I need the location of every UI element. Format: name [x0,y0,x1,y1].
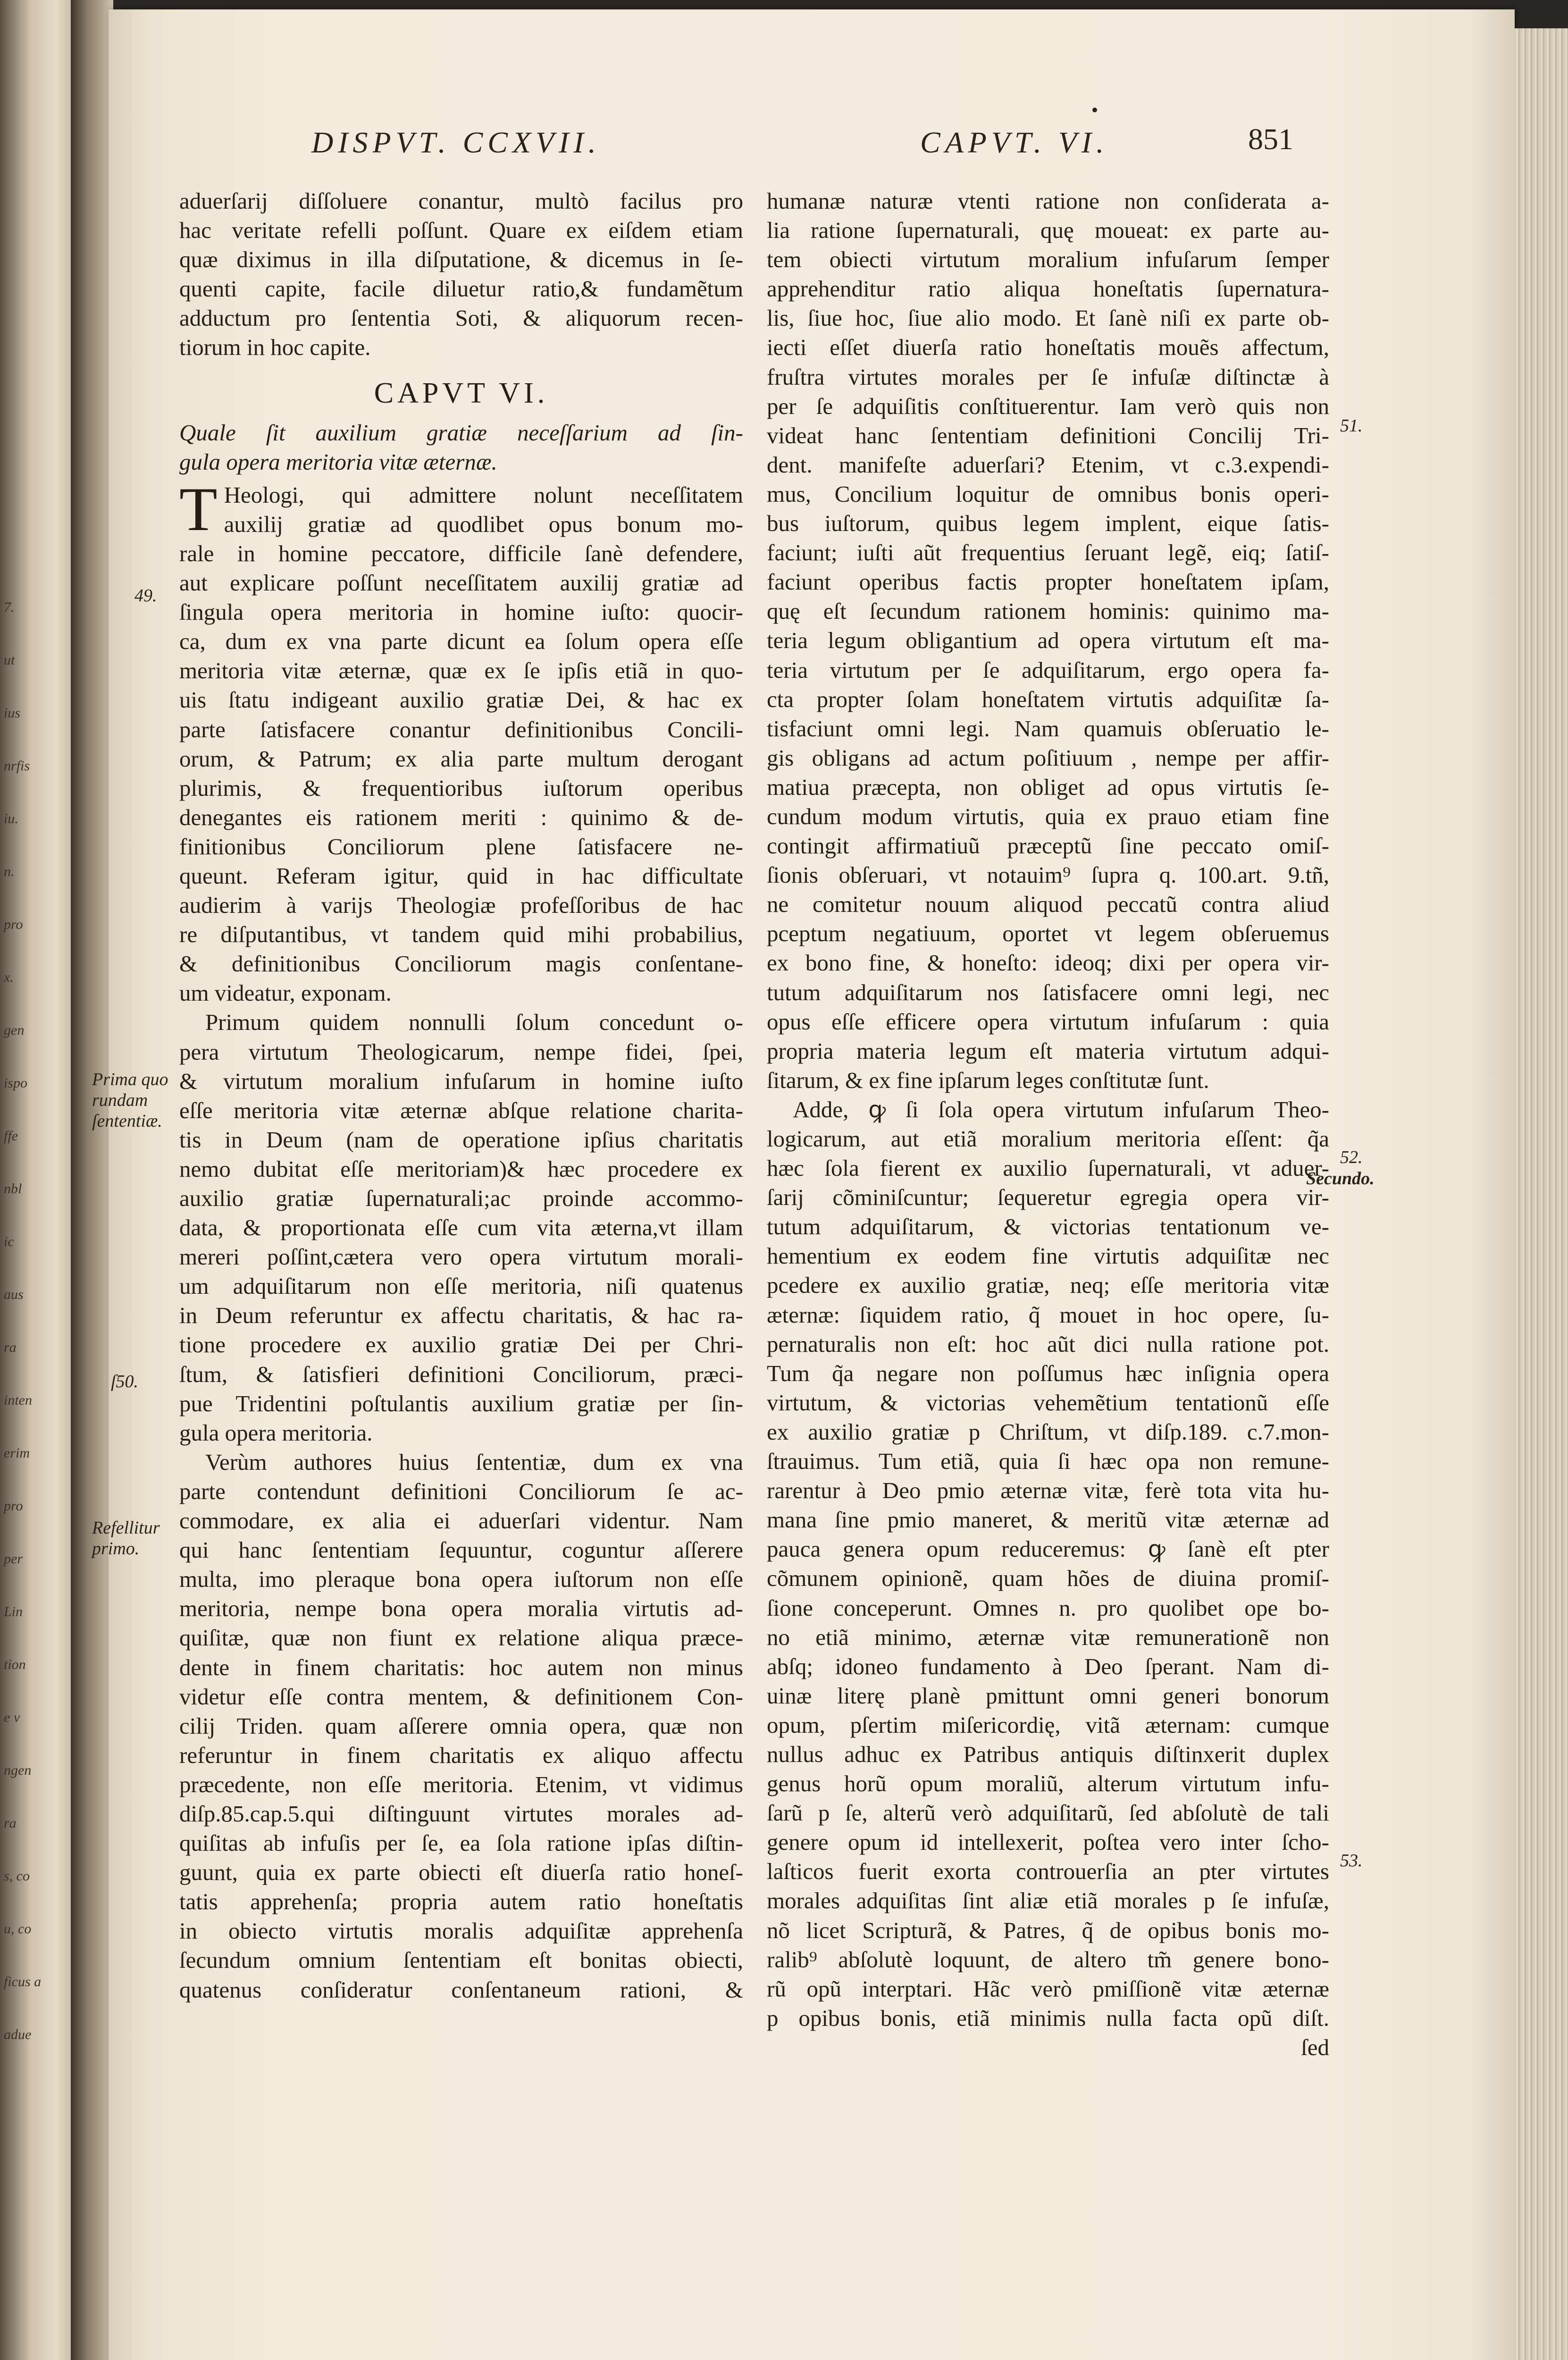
chapter-subtitle [179,418,743,477]
margin-note-prima [92,1069,168,1131]
text-line: ne comitetur nouum aliquod peccatũ contra aliud [767,891,1329,918]
margin-number-53: 53. [1340,1851,1363,1871]
text-line: quatenus conſideratur conſentaneum rationi, & [179,1976,743,2003]
text-line: ſtum, & ſatisfieri definitioni Conciliorum, præci- [179,1361,743,1387]
text-line: aut explicare poſſunt neceſſitatem auxilij gratiæ ad [179,570,743,596]
text-line: hementium ex eodem fine virtutis adquiſitæ nec [767,1243,1329,1269]
text-line: ſionis obſeruari, vt notauim⁹ ſupra q. 100.art. 9.tñ, [767,862,1329,888]
text-line: commodare, ex alia ei aduerſari videntur. Nam [179,1508,743,1534]
text-line: logicarum, aut etiã moralium meritoria eſſent: q̃a [767,1126,1329,1152]
text-line: gula opera meritoria. [179,1419,373,1446]
text-line: finitionibus Conciliorum plene ſatisfacere ne- [179,833,743,860]
facing-page-fragment: ic [4,1234,14,1249]
text-line: cilij Triden. quam aſſerere omnia opera, quæ non [179,1712,743,1739]
facing-page-fragment: e v [4,1710,20,1725]
text-line: iecti eſſet diuerſa ratio honeſtatis mouẽs affectum, [767,334,1329,361]
text-line: data, & proportionata eſſe cum vita æterna,vt illam [179,1214,743,1241]
text-line: & virtutum moralium infuſarum in homine iuſto [179,1068,743,1094]
text-line: multa, imo pleraque bona opera iuſtorum non eſſe [179,1566,743,1593]
margin-note-secundo: Secundo. [1306,1169,1375,1188]
text-line: dente in finem charitatis: hoc autem non minus [179,1654,743,1680]
facing-page-fragment: nbl [4,1181,22,1197]
text-line: morales adquiſitas ſint aliæ etiã morales p ſe infuſæ, [767,1888,1329,1914]
margin-note-refellitur [92,1517,160,1559]
text-line: re diſputantibus, vt tandem quid mihi probabilius, [179,921,743,948]
text-line: præcedente, non eſſe meritoria. Etenim, vt vidimus [179,1771,743,1797]
text-line: bus iuſtorum, quibus legem implent, eique ſatis- [767,510,1329,537]
drop-cap: T [179,474,218,544]
text-line: aduerſarij diſſoluere conantur, multò facilus pro [179,188,743,214]
text-line: Verùm authores huius ſententiæ, dum ex vna [205,1449,743,1475]
text-line: parte ſatisfacere conantur definitionibus Concili- [179,716,743,742]
text-line: meritoria vitæ æternæ, quæ ex ſe ipſis etiã in quo- [179,657,743,684]
text-line: fruſtra virtutes morales per ſe infuſæ diſtinctæ à [767,363,1329,390]
facing-page-edge [0,0,80,2360]
facing-page-fragment: 7. [4,599,15,615]
text-line: rarentur à Deo pmio æternæ vitæ, ferè tota vita hu- [767,1477,1329,1504]
text-line: ralib⁹ abſolutè loquunt, de altero tm̃ genere bono- [767,1946,1329,1972]
text-line: contingit affirmatiuũ præceptũ ſine peccato omiſ- [767,833,1329,859]
text-line: dent. manifeſte aduerſari? Etenim, vt c.3.expendi- [767,451,1329,478]
text-line: audierim à varijs Theologiæ profeſſoribus de hac [179,892,743,919]
facing-page-fragment: nrfis [4,758,30,774]
text-line: hac veritate refelli poſſunt. Quare ex eiſdem etiam [179,217,743,244]
text-line: uis ſtatu indigeant auxilio gratiæ Dei, & hac ex [179,687,743,713]
text-line: referuntur in finem charitatis ex aliquo affectu [179,1742,743,1768]
text-line: no etiã minimo, æternæ vitæ remunerationẽ non [767,1624,1329,1650]
text-line: um videatur, exponam. [179,980,392,1006]
facing-page-fragment: s, co [4,1868,30,1884]
margin-number-52: 52. [1340,1147,1363,1167]
facing-page-fragment: n. [4,864,15,879]
facing-page-fragment: pro [4,917,23,932]
text-line: queunt. Referam igitur, quid in hac difficultate [179,862,743,889]
facing-page-fragment: u, co [4,1921,32,1937]
text-line: genus horũ opum moraliũ, alterum virtutum infu- [767,1770,1329,1797]
text-line: pceptum negatiuum, oportet vt legem obſeruemus [767,920,1329,947]
facing-page-fragment: ffe [4,1128,18,1144]
page-edges [1515,28,1568,2360]
text-line: teria legum obligantium ad opera virtutum eſt ma- [767,627,1329,654]
text-line: tione procedere ex auxilio gratiæ Dei per Chri- [179,1332,743,1358]
margin-line: ſententiæ. [92,1111,162,1131]
text-line: Adde, ꝙ ſi ſola opera virtutum infuſarum Theo- [793,1096,1329,1122]
text-line: tem obiecti virtutum moralium infuſarum ſemper [767,246,1329,273]
text-line: æternæ: ſiquidem ratio, q̃ mouet in hoc opere, ſu- [767,1301,1329,1328]
facing-page-fragment: ra [4,1815,17,1831]
text-line: guunt, quia ex parte obiecti eſt diuerſa ratio honeſ- [179,1859,743,1886]
text-line: tiorum in hoc capite. [179,334,371,361]
text-line: ca, dum ex vna parte dicunt ea ſolum opera eſſe [179,628,743,655]
text-line: qui hanc ſententiam ſequuntur, coguntur aſſerere [179,1537,743,1563]
margin-number-49: 49. [134,586,157,606]
text-line: tutum adquiſitarum, & victorias tentationum ve- [767,1214,1329,1240]
text-line: quenti capite, facile diluetur ratio,& fundamẽtum [179,276,743,302]
text-line: gula opera meritoria vitæ æternæ. [179,448,497,475]
text-line: virtutum, & victorias vehemẽtium tentationũ eſſe [767,1389,1329,1416]
facing-page-fragment: ius [4,705,21,721]
facing-page-fragment: ra [4,1340,17,1355]
text-line: ſarũ p ſe, alterũ verò adquiſitarũ, ſed abſolutè de tali [767,1800,1329,1826]
paragraph-3 [179,1448,743,2005]
margin-number-51: 51. [1340,416,1363,436]
text-line: propria materia legum eſt materia virtutum adqui- [767,1037,1329,1064]
text-line: & definitionibus Conciliorum magis conſentane- [179,951,743,977]
facing-page-fragment: ficus a [4,1974,42,1989]
text-line: in obiecto virtutis moralis adquiſitæ apprehenſa [179,1918,743,1944]
text-line: adductum pro ſententia Soti, & aliquorum recen- [179,305,743,331]
text-line: ex bono fine, & honeſto: ideoq; dixi per opera vir- [767,950,1329,976]
text-line: ſione conceperunt. Omnes n. pro quolibet ope bo- [767,1594,1329,1621]
text-line: nullus adhuc ex Patribus antiquis diſtinxerit duplex [767,1741,1329,1767]
left-column [179,186,743,2005]
text-line: parte contendunt definitioni Conciliorum ſe ac- [179,1478,743,1504]
text-line: cõmunem opinionẽ, quam hões de diuina promiſ- [767,1565,1329,1592]
facing-page-fragment: pro [4,1498,23,1514]
text-line: meritoria, nempe bona opera moralia virtutis ad- [179,1595,743,1622]
facing-page-fragment: per [4,1551,23,1567]
text-line: ſarij cõminiſcuntur; ſequeretur egregia opera vir- [767,1184,1329,1211]
margin-line: Prima quo [92,1070,168,1089]
text-line: eſſe meritoria vitæ æternæ abſque relatione charita- [179,1097,743,1123]
margin-number-50: ſ50. [111,1372,139,1391]
text-line: ex auxilio gratiæ p Chriſtum, vt diſp.189. c.7.mon- [767,1418,1329,1445]
text-line: quiſitæ, quæ non fiunt ex relatione aliqua præce- [179,1625,743,1651]
text-line: auxilij gratiæ ad quodlibet opus bonum mo- [224,511,743,537]
text-line: opum, pſertim miſericordię, vitã æternam: cumque [767,1711,1329,1738]
text-line: genere opum id intellexerit, poſtea vero inter ſcho- [767,1829,1329,1855]
text-line: p opibus bonis, etiã minimis nulla facta opũ diſt. [767,2005,1329,2031]
text-line: Primum quidem nonnulli ſolum concedunt o- [205,1009,743,1036]
text-line: faciunt; iuſti aũt frequentius ſeruant legẽ, eiq; ſatiſ- [767,539,1329,566]
facing-page-fragment: erim [4,1445,30,1461]
text-line: auxilio gratiæ ſupernaturali;ac proinde accommo- [179,1185,743,1211]
page-number: 851 [1248,122,1293,156]
text-line: denegantes eis rationem meriti : quinimo & de- [179,804,743,830]
text-line: uinæ literę planè pmittunt omni generi bonorum [767,1682,1329,1709]
text-line: faciunt operibus factis propter honeſtatem ipſam, [767,569,1329,595]
text-line: ſingula opera meritoria in homine iuſto: quocir- [179,599,743,625]
facing-page-fragment: iu. [4,811,18,826]
text-line: orum, & Patrum; ex alia parte multum derogant [179,745,743,772]
text-line: ſitarum, & ex fine ipſarum leges conſtitutæ ſunt. [767,1067,1209,1093]
text-line: mereri poſſint,cætera vero opera virtutum morali- [179,1244,743,1270]
facing-page-fragment: ngen [4,1762,32,1778]
text-line: lis, ſiue hoc, ſiue alio modo. Et ſanè niſi ex parte ob- [767,305,1329,331]
facing-page-fragment: Lin [4,1604,23,1619]
text-line: um adquiſitarum non eſſe meritoria, niſi quatenus [179,1273,743,1299]
text-line: ſtrauimus. Tum etiã, quia ſi hæc opa non remune- [767,1448,1329,1475]
text-line: mus, Concilium loquitur de omnibus bonis operi- [767,480,1329,507]
text-line: cundum modum virtutis, quia ex prauo etiam fine [767,803,1329,829]
facing-page-fragment: tion [4,1657,26,1672]
text-line: pera virtutum Theologicarum, nempe fidei, ſpei, [179,1038,743,1065]
margin-line: Refellitur [92,1518,160,1538]
text-line: videtur eſſe contra mentem, & definitionem Con- [179,1683,743,1710]
facing-page-fragment: adue [4,2027,32,2042]
text-line: quæ diximus in illa diſputatione, & dicemus in ſe- [179,246,743,273]
text-line: tisfaciunt omni legi. Nam quamuis obſeruatio le- [767,715,1329,742]
text-line: rale in homine peccatore, difficile ſanè defendere, [179,540,743,566]
text-line: Quale ſit auxilium gratiæ neceſſarium ad ſin- [179,419,743,446]
paragraph-2 [179,1008,743,1447]
text-line: Tum q̃a negare non poſſumus hæc inſignia opera [767,1360,1329,1386]
text-line: matiua præcepta, non obliget ad opus virtutis ſe- [767,774,1329,800]
text-line: cta propter ſolam honeſtatem virtutis adquiſitæ ſa- [767,686,1329,712]
text-line: pcedere ex auxilio gratiæ, neq; eſſe meritoria vitæ [767,1272,1329,1298]
right-column [767,186,1329,2062]
text-line: pauca genera opum reduceremus: ꝙ ſanè eſt pter [767,1536,1329,1562]
text-line: teria virtutum per ſe adquiſitarum, ergo opera fa- [767,657,1329,683]
text-line: hæc ſola fierent ex auxilio ſupernaturali, vt aduer- [767,1155,1329,1181]
text-line: opus eſſe efficere opera virtutum infuſarum : quia [767,1008,1329,1035]
facing-page-fragment: x. [4,969,14,985]
paragraph-2 [767,1095,1329,2033]
text-line: tatis apprehenſa; propria autem ratio honeſtatis [179,1888,743,1915]
intro-paragraph [179,186,743,362]
facing-page-fragment: ispo [4,1075,28,1091]
text-line: pernaturalis non eſt: hoc aũt dici nulla ratione pot. [767,1331,1329,1357]
ink-mark [1092,108,1097,112]
text-line: lia ratione ſupernaturali, quę moueat: ex parte au- [767,217,1329,244]
text-line: gis obligans ad actum poſitiuum , nempe per affir- [767,744,1329,771]
margin-line: primo. [92,1539,140,1559]
text-line: rũ opũ interptari. Hãc verò pmiſſionẽ vitæ æternæ [767,1975,1329,2002]
book-gutter [71,0,113,2360]
text-line: ſecundum omnium ſententiam eſt bonitas obiecti, [179,1947,743,1973]
facing-page-fragment: inten [4,1392,32,1408]
text-line: abſq; idoneo fundamento à Deo ſperant. Nam di- [767,1653,1329,1679]
text-line: nõ licet Scripturã, & Patres, q̃ de opibus bonis mo- [767,1917,1329,1943]
text-line: tutum adquiſitarum nos ſatisfacere omni legi, nec [767,979,1329,1005]
text-line: apprehenditur ratio aliqua honeſtatis ſupernatura- [767,276,1329,302]
catchword: ſed [1301,2034,1329,2060]
chapter-title: CAPVT VI. [374,377,549,409]
text-line: videat hanc ſententiam definitioni Concilij Tri- [767,422,1329,448]
text-line: plurimis, & frequentioribus iuſtorum operibus [179,775,743,801]
text-line: mana ſine pmio maneret, & meritũ vitæ æternæ ad [767,1507,1329,1533]
paragraph-1 [179,474,743,1008]
text-line: pue Tridentini poſtulantis auxilium gratiæ per ſin- [179,1390,743,1416]
text-line: per ſe adquiſitis conſtituerentur. Iam verò quis non [767,393,1329,419]
text-line: tis in Deum (nam de operatione ipſius charitatis [179,1126,743,1153]
margin-line: rundam [92,1090,148,1110]
running-head-right: CAPVT. VI. [920,126,1109,159]
text-line: humanæ naturæ vtenti ratione non conſiderata a- [767,188,1329,214]
text-line: laſticos fuerit exorta controuerſia an pter virtutes [767,1858,1329,1885]
text-line: nemo dubitat eſſe meritoriam)& hæc procedere ex [179,1155,743,1182]
text-line: diſp.85.cap.5.qui diſtinguunt virtutes morales ad- [179,1800,743,1827]
text-line: Heologi, qui admittere nolunt neceſſitatem [224,481,743,508]
text-line: in Deum referuntur ex affectu charitatis, & hac ra- [179,1302,743,1329]
text-line: quiſitas ab infuſis per ſe, ea ſola ratione ipſas diſtin- [179,1830,743,1856]
running-head-left: DISPVT. CCXVII. [311,126,601,159]
text-line: quę eſt ſecundum rationem hominis: quinimo ma- [767,598,1329,624]
facing-page-fragment: ut [4,652,15,668]
facing-page-fragment: gen [4,1022,25,1038]
paragraph-1 [767,186,1329,1095]
facing-page-fragment: aus [4,1287,24,1302]
